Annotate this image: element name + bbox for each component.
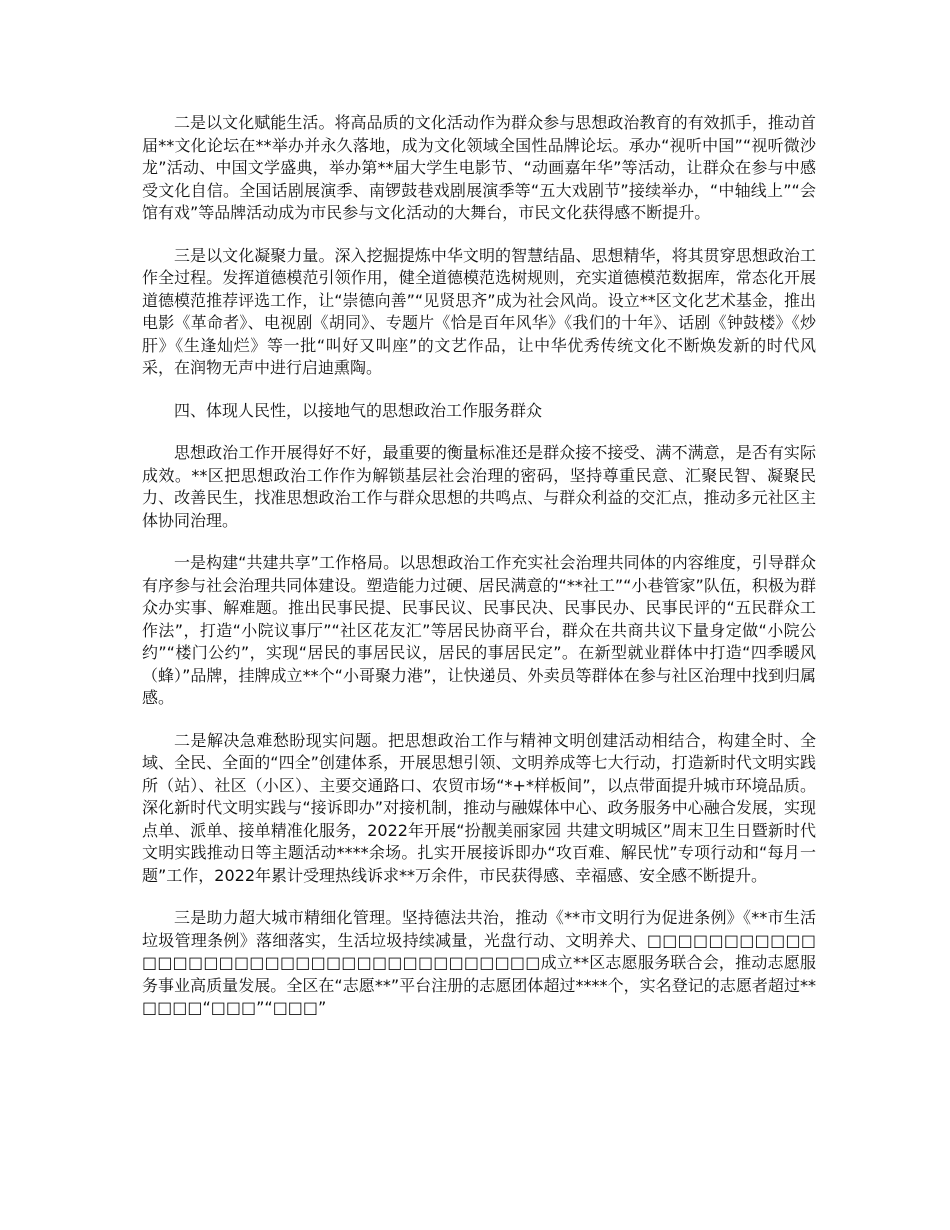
document-page [142, 112, 816, 1040]
section-heading-people: 四、体现人民性，以接地气的思想政治工作服务群众 [174, 400, 543, 420]
paragraph-co-governance: 一是构建“共建共享”工作格局。以思想政治工作充实社会治理共同体的内容维度，引导群众有序参与社会治理共同体建设。塑造能力过硬、居民满意的“**社工”“小巷管家”队伍，积极为群众办实事、解难题。推出民事民提、民事民议、民事民决、民事民办、民事民评的“五民群众工作法”，打造“小院议事厅”“社区花友汇”等居民协商平台，群众在共商共议下量身定做“小院公约”“楼门公约”，实现“居民的事居民议，居民的事居民定”。在新型就业群体中打造“四季暖风（蜂）”品牌，挂牌成立**个“小哥聚力港”，让快递员、外卖员等群体在参与社区治理中找到归属感。 [142, 553, 816, 707]
paragraph-culture-strength: 三是以文化凝聚力量。深入挖掘提炼中华文明的智慧结晶、思想精华，将其贯穿思想政治工作全过程。发挥道德模范引领作用，健全道德模范选树规则，充实道德模范数据库，常态化开展道德模范推荐评选工作，让“崇德向善”“见贤思齐”成为社会风尚。设立**区文化艺术基金，推出电影《革命者》、电视剧《胡同》、专题片《恰是百年风华》《我们的十年》、话剧《钟鼓楼》《炒肝》《生逢灿烂》等一批“叫好又叫座”的文艺作品，让中华优秀传统文化不断焕发新的时代风采，在润物无声中进行启迪熏陶。 [142, 245, 816, 377]
paragraph-urgent-issues: 二是解决急难愁盼现实问题。把思想政治工作与精神文明创建活动相结合，构建全时、全域、全民、全面的“四全”创建体系，开展思想引领、文明养成等七大行动，打造新时代文明实践所（站）、社区（小区）、主要交通路口、农贸市场“*+*样板间”，以点带面提升城市环境品质。深化新时代文明实践与“接诉即办”对接机制，推动与融媒体中心、政务服务中心融合发展，实现点单、派单、接单精准化服务，2022年开展“扮靓美丽家园 共建文明城区”周末卫生日暨新时代文明实践推动日等主题活动****余场。扎实开展接诉即办“攻百难、解民忧”专项行动和“每月一题”工作，2022年累计受理热线诉求**万余件，市民获得感、幸福感、安全感不断提升。 [142, 730, 816, 885]
paragraph-culture-life: 二是以文化赋能生活。将高品质的文化活动作为群众参与思想政治教育的有效抓手，推动首届**文化论坛在**举办并永久落地，成为文化领域全国性品牌论坛。承办“视听中国”“视听微沙龙”活动、中国文学盛典，举办第**届大学生电影节、“动画嘉年华”等活动，让群众在参与中感受文化自信。全国话剧展演季、南锣鼓巷戏剧展演季等“五大戏剧节”接续举办，“中轴线上”“会馆有戏”等品牌活动成为市民参与文化活动的大舞台，市民文化获得感不断提升。 [142, 113, 816, 222]
paragraph-work-standard: 思想政治工作开展得好不好，最重要的衡量标准还是群众接不接受、满不满意，是否有实际成效。**区把思想政治工作作为解锁基层社会治理的密码，坚持尊重民意、汇聚民智、凝聚民力、改善民生，找准思想政治工作与群众思想的共鸣点、与群众利益的交汇点，推动多元社区主体协同治理。 [142, 443, 816, 530]
paragraph-city-management: 三是助力超大城市精细化管理。坚持德法共治，推动《**市文明行为促进条例》《**市生活垃圾管理条例》落细落实，生活垃圾持续减量，光盘行动、文明养犬、□□□□□□□□□□□□□□□□□□□□□□□□□□□□□□□□□□□□□成立**区志愿服务联合会，推动志愿服务事业高质量发展。全区在“志愿**”平台注册的志愿团体超过****个，实名登记的志愿者超过**□□□□“□□□”“□□□” [142, 908, 816, 1017]
